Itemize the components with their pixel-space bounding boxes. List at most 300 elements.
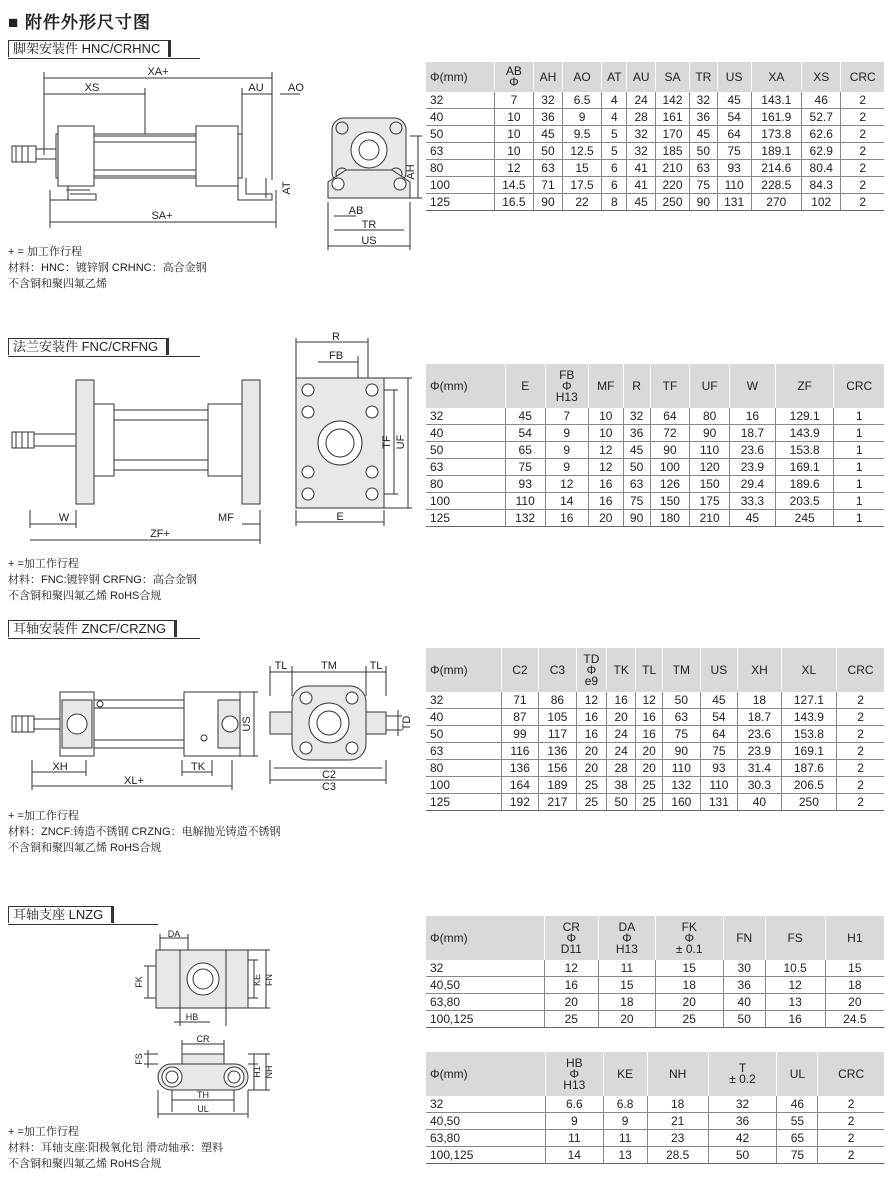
column-header: KE bbox=[603, 1052, 647, 1096]
table-cell: 12 bbox=[545, 476, 588, 493]
table-cell: 45 bbox=[505, 408, 545, 425]
column-header: CRC bbox=[818, 1052, 884, 1096]
table-cell: 6 bbox=[602, 160, 627, 177]
column-header: XL bbox=[781, 648, 836, 692]
column-header: XH bbox=[738, 648, 782, 692]
table-cell: 65 bbox=[777, 1130, 818, 1147]
table-row bbox=[426, 92, 884, 109]
table-cell: 32 bbox=[426, 960, 544, 977]
column-header: FN bbox=[723, 916, 765, 960]
column-header: TD Φ e9 bbox=[576, 648, 606, 692]
table-cell: 32 bbox=[426, 692, 501, 709]
table-cell: 30.3 bbox=[738, 777, 782, 794]
table-cell: 143.9 bbox=[775, 425, 834, 442]
table-cell: 33.3 bbox=[729, 493, 775, 510]
column-header: UL bbox=[777, 1052, 818, 1096]
table-cell: 100,125 bbox=[426, 1147, 546, 1164]
table-cell: 23.6 bbox=[729, 442, 775, 459]
table-cell: 63,80 bbox=[426, 1130, 546, 1147]
table-cell: 8 bbox=[602, 194, 627, 211]
table-cell: 32 bbox=[627, 143, 656, 160]
table-cell: 20 bbox=[636, 760, 663, 777]
table-cell: 12 bbox=[544, 960, 599, 977]
column-header: AT bbox=[602, 62, 627, 92]
svg-text:TH: TH bbox=[197, 1090, 209, 1100]
column-header: TR bbox=[690, 62, 718, 92]
table-cell: 45 bbox=[627, 194, 656, 211]
table-cell: 36 bbox=[623, 425, 650, 442]
table-cell: 75 bbox=[663, 726, 701, 743]
svg-text:TD: TD bbox=[401, 715, 413, 731]
table-cell: 189 bbox=[539, 777, 577, 794]
table-cell: 18.7 bbox=[738, 709, 782, 726]
table-cell: 131 bbox=[717, 194, 751, 211]
table-cell: 54 bbox=[505, 425, 545, 442]
table-cell: 12 bbox=[588, 442, 623, 459]
table-cell: 156 bbox=[539, 760, 577, 777]
table-cell: 10 bbox=[494, 126, 533, 143]
table-row bbox=[426, 960, 884, 977]
table-cell: 217 bbox=[539, 794, 577, 811]
column-header: SA bbox=[655, 62, 689, 92]
table-cell: 25 bbox=[576, 777, 606, 794]
table-cell: 12 bbox=[494, 160, 533, 177]
table-cell: 36 bbox=[708, 1113, 777, 1130]
table-cell: 18 bbox=[647, 1096, 708, 1113]
table-cell: 25 bbox=[636, 794, 663, 811]
table-cell: 170 bbox=[655, 126, 689, 143]
table-cell: 40 bbox=[426, 709, 501, 726]
table-cell: 189.6 bbox=[775, 476, 834, 493]
table-cell: 9 bbox=[545, 459, 588, 476]
table-cell: 110 bbox=[505, 493, 545, 510]
table-cell: 16 bbox=[588, 493, 623, 510]
table-cell: 2 bbox=[837, 760, 884, 777]
svg-text:TF: TF bbox=[381, 435, 393, 449]
table-row bbox=[426, 442, 884, 459]
table-cell: 75 bbox=[717, 143, 751, 160]
table-cell: 100 bbox=[426, 777, 501, 794]
table-cell: 24.5 bbox=[825, 1011, 884, 1028]
section-header-zncf: 耳轴安装件 ZNCF/CRZNG bbox=[8, 620, 200, 639]
table-cell: 117 bbox=[539, 726, 577, 743]
table-cell: 24 bbox=[627, 92, 656, 109]
column-header: CR Φ D11 bbox=[544, 916, 599, 960]
column-header: AB Φ bbox=[494, 62, 533, 92]
table-cell: 15 bbox=[655, 960, 723, 977]
table-cell: 90 bbox=[690, 194, 718, 211]
table-cell: 23.6 bbox=[738, 726, 782, 743]
column-header: DA Φ H13 bbox=[599, 916, 656, 960]
table-cell: 32 bbox=[708, 1096, 777, 1113]
zncf-front-view bbox=[266, 656, 416, 796]
table-cell: 20 bbox=[825, 994, 884, 1011]
table-cell: 4 bbox=[602, 109, 627, 126]
table-cell: 102 bbox=[801, 194, 840, 211]
table-cell: 50 bbox=[426, 442, 505, 459]
table-cell: 93 bbox=[717, 160, 751, 177]
table-cell: 153.8 bbox=[781, 726, 836, 743]
svg-text:FB: FB bbox=[328, 350, 344, 362]
table-cell: 32 bbox=[426, 408, 505, 425]
table-cell: 23 bbox=[647, 1130, 708, 1147]
table-cell: 11 bbox=[603, 1130, 647, 1147]
table-cell: 29.4 bbox=[729, 476, 775, 493]
svg-text:TR: TR bbox=[361, 219, 377, 231]
table-cell: 5 bbox=[602, 143, 627, 160]
table-cell: 55 bbox=[777, 1113, 818, 1130]
table-cell: 189.1 bbox=[751, 143, 801, 160]
table-row bbox=[426, 1147, 884, 1164]
table-row bbox=[426, 760, 884, 777]
table-cell: 10.5 bbox=[765, 960, 825, 977]
table-cell: 2 bbox=[841, 177, 884, 194]
table-cell: 9 bbox=[545, 442, 588, 459]
table-cell: 214.6 bbox=[751, 160, 801, 177]
svg-text:US: US bbox=[241, 716, 253, 732]
table-cell: 50 bbox=[426, 726, 501, 743]
table-cell: 132 bbox=[663, 777, 701, 794]
svg-text:CR: CR bbox=[196, 1034, 210, 1044]
table-row bbox=[426, 408, 884, 425]
column-header: AH bbox=[534, 62, 563, 92]
column-header: Φ(mm) bbox=[426, 62, 494, 92]
table-cell: 18 bbox=[738, 692, 782, 709]
table-cell: 131 bbox=[700, 794, 738, 811]
table-cell: 52.7 bbox=[801, 109, 840, 126]
column-header: T ± 0.2 bbox=[708, 1052, 777, 1096]
table-cell: 9 bbox=[546, 1113, 603, 1130]
svg-text:AB: AB bbox=[348, 205, 364, 217]
table-cell: 80.4 bbox=[801, 160, 840, 177]
table-cell: 24 bbox=[607, 743, 636, 760]
table-cell: 10 bbox=[494, 109, 533, 126]
table-cell: 192 bbox=[501, 794, 539, 811]
table-cell: 90 bbox=[663, 743, 701, 760]
table-cell: 63 bbox=[690, 160, 718, 177]
table-cell: 20 bbox=[588, 510, 623, 527]
column-header: CRC bbox=[834, 364, 884, 408]
table-cell: 20 bbox=[655, 994, 723, 1011]
table-cell: 32 bbox=[426, 1096, 546, 1113]
table-row bbox=[426, 709, 884, 726]
table-cell: 105 bbox=[539, 709, 577, 726]
table-cell: 45 bbox=[729, 510, 775, 527]
column-header: CRC bbox=[841, 62, 884, 92]
table-cell: 206.5 bbox=[781, 777, 836, 794]
table-cell: 25 bbox=[655, 1011, 723, 1028]
table-cell: 45 bbox=[690, 126, 718, 143]
table-row bbox=[426, 493, 884, 510]
table-cell: 36 bbox=[723, 977, 765, 994]
table-cell: 16 bbox=[636, 726, 663, 743]
fnc-notes: + =加工作行程 材料：FNC:镀锌钢 CRFNG：高合金钢 不含铜和聚四氟乙烯 RoHS合规 bbox=[8, 558, 197, 602]
table-cell: 84.3 bbox=[801, 177, 840, 194]
table-cell: 228.5 bbox=[751, 177, 801, 194]
table-cell: 12 bbox=[576, 692, 606, 709]
table-row bbox=[426, 476, 884, 493]
table-cell: 14.5 bbox=[494, 177, 533, 194]
column-header: CRC bbox=[837, 648, 884, 692]
table-cell: 24 bbox=[607, 726, 636, 743]
column-header: Φ(mm) bbox=[426, 1052, 546, 1096]
table-cell: 50 bbox=[607, 794, 636, 811]
table-cell: 12 bbox=[765, 977, 825, 994]
svg-text:R: R bbox=[332, 331, 340, 343]
table-cell: 54 bbox=[700, 709, 738, 726]
svg-text:H1: H1 bbox=[252, 1066, 262, 1078]
table-cell: 11 bbox=[546, 1130, 603, 1147]
table-cell: 125 bbox=[426, 510, 505, 527]
svg-text:FN: FN bbox=[264, 974, 274, 986]
table-cell: 31.4 bbox=[738, 760, 782, 777]
table-cell: 40 bbox=[723, 994, 765, 1011]
column-header: W bbox=[729, 364, 775, 408]
column-header: Φ(mm) bbox=[426, 364, 505, 408]
table-cell: 12.5 bbox=[562, 143, 601, 160]
table-cell: 169.1 bbox=[775, 459, 834, 476]
table-cell: 10 bbox=[588, 408, 623, 425]
table-cell: 12 bbox=[588, 459, 623, 476]
table-cell: 2 bbox=[837, 777, 884, 794]
svg-text:TK: TK bbox=[190, 761, 206, 773]
table-cell: 110 bbox=[717, 177, 751, 194]
table-cell: 63 bbox=[426, 743, 501, 760]
table-row bbox=[426, 160, 884, 177]
table-cell: 50 bbox=[426, 126, 494, 143]
table-cell: 20 bbox=[599, 1011, 656, 1028]
table-cell: 2 bbox=[841, 143, 884, 160]
table-cell: 110 bbox=[690, 442, 730, 459]
column-header: FB Φ H13 bbox=[545, 364, 588, 408]
svg-text:C3: C3 bbox=[321, 781, 337, 793]
table-cell: 15 bbox=[825, 960, 884, 977]
table-row bbox=[426, 794, 884, 811]
table-cell: 153.8 bbox=[775, 442, 834, 459]
table-cell: 2 bbox=[818, 1130, 884, 1147]
svg-text:SA+: SA+ bbox=[151, 210, 173, 222]
table-cell: 2 bbox=[818, 1113, 884, 1130]
column-header: TK bbox=[607, 648, 636, 692]
table-cell: 23.9 bbox=[738, 743, 782, 760]
table-cell: 32 bbox=[627, 126, 656, 143]
table-cell: 72 bbox=[650, 425, 690, 442]
hnc-side-view bbox=[0, 60, 320, 250]
table-cell: 17.5 bbox=[562, 177, 601, 194]
table-cell: 143.1 bbox=[751, 92, 801, 109]
table-cell: 13 bbox=[603, 1147, 647, 1164]
table-cell: 50 bbox=[623, 459, 650, 476]
table-cell: 5 bbox=[602, 126, 627, 143]
table-cell: 9 bbox=[545, 425, 588, 442]
svg-text:ZF+: ZF+ bbox=[150, 528, 170, 540]
table-cell: 100 bbox=[426, 493, 505, 510]
table-cell: 6 bbox=[602, 177, 627, 194]
table-row bbox=[426, 726, 884, 743]
table-cell: 164 bbox=[501, 777, 539, 794]
column-header: XS bbox=[801, 62, 840, 92]
table-cell: 4 bbox=[602, 92, 627, 109]
table-cell: 16 bbox=[588, 476, 623, 493]
table-cell: 14 bbox=[545, 493, 588, 510]
table-cell: 150 bbox=[690, 476, 730, 493]
svg-text:AU: AU bbox=[248, 82, 264, 94]
svg-text:TL: TL bbox=[369, 660, 383, 672]
table-cell: 80 bbox=[426, 760, 501, 777]
svg-text:UL: UL bbox=[197, 1104, 209, 1114]
table-cell: 45 bbox=[717, 92, 751, 109]
table-cell: 250 bbox=[781, 794, 836, 811]
table-cell: 63 bbox=[534, 160, 563, 177]
svg-text:XA+: XA+ bbox=[147, 66, 169, 78]
table-cell: 64 bbox=[717, 126, 751, 143]
table-row bbox=[426, 743, 884, 760]
column-header: TF bbox=[650, 364, 690, 408]
table-cell: 9 bbox=[603, 1113, 647, 1130]
column-header: FS bbox=[765, 916, 825, 960]
svg-text:KE: KE bbox=[252, 973, 262, 987]
table-cell: 75 bbox=[690, 177, 718, 194]
table-cell: 1 bbox=[834, 510, 884, 527]
table-cell: 20 bbox=[544, 994, 599, 1011]
table-cell: 175 bbox=[690, 493, 730, 510]
table-cell: 14 bbox=[546, 1147, 603, 1164]
table-cell: 15 bbox=[562, 160, 601, 177]
column-header: C3 bbox=[539, 648, 577, 692]
table-cell: 32 bbox=[534, 92, 563, 109]
table-cell: 16 bbox=[544, 977, 599, 994]
table-cell: 18 bbox=[655, 977, 723, 994]
zncf-side-view bbox=[0, 660, 268, 800]
table-cell: 150 bbox=[650, 493, 690, 510]
table-cell: 2 bbox=[841, 126, 884, 143]
column-header: UF bbox=[690, 364, 730, 408]
table-cell: 2 bbox=[837, 692, 884, 709]
table-cell: 32 bbox=[426, 92, 494, 109]
table-cell: 45 bbox=[534, 126, 563, 143]
table-cell: 23.9 bbox=[729, 459, 775, 476]
table-cell: 62.6 bbox=[801, 126, 840, 143]
lnzg-notes: + =加工作行程 材料：耳轴支座:阳极氧化铝 滑动轴承：塑料 不含铜和聚四氟乙烯 RoHS合规 bbox=[8, 1126, 224, 1170]
table-cell: 50 bbox=[708, 1147, 777, 1164]
table-cell: 46 bbox=[777, 1096, 818, 1113]
table-cell: 127.1 bbox=[781, 692, 836, 709]
table-row bbox=[426, 109, 884, 126]
table-cell: 87 bbox=[501, 709, 539, 726]
svg-text:E: E bbox=[336, 511, 344, 523]
table-cell: 64 bbox=[650, 408, 690, 425]
table-cell: 10 bbox=[494, 143, 533, 160]
svg-text:MF: MF bbox=[218, 512, 234, 524]
table-cell: 12 bbox=[636, 692, 663, 709]
table-cell: 2 bbox=[837, 726, 884, 743]
table-cell: 16 bbox=[607, 692, 636, 709]
table-cell: 25 bbox=[636, 777, 663, 794]
column-header: FK Φ ± 0.1 bbox=[655, 916, 723, 960]
hnc-front-view bbox=[316, 110, 426, 260]
table-cell: 75 bbox=[777, 1147, 818, 1164]
table-cell: 50 bbox=[534, 143, 563, 160]
table-cell: 10 bbox=[588, 425, 623, 442]
svg-text:AO: AO bbox=[288, 82, 304, 94]
table-cell: 40,50 bbox=[426, 977, 544, 994]
column-header: AO bbox=[562, 62, 601, 92]
fnc-front-view bbox=[288, 328, 420, 538]
table-cell: 80 bbox=[426, 476, 505, 493]
table-cell: 1 bbox=[834, 476, 884, 493]
table-cell: 75 bbox=[700, 743, 738, 760]
table-cell: 143.9 bbox=[781, 709, 836, 726]
table-row bbox=[426, 510, 884, 527]
table-cell: 90 bbox=[534, 194, 563, 211]
table-cell: 2 bbox=[818, 1096, 884, 1113]
table-cell: 36 bbox=[534, 109, 563, 126]
svg-text:NH: NH bbox=[264, 1065, 274, 1079]
table-cell: 125 bbox=[426, 194, 494, 211]
table-cell: 210 bbox=[690, 510, 730, 527]
table-cell: 203.5 bbox=[775, 493, 834, 510]
table-cell: 65 bbox=[505, 442, 545, 459]
table-cell: 21 bbox=[647, 1113, 708, 1130]
table-cell: 142 bbox=[655, 92, 689, 109]
lnzg-drawing bbox=[130, 926, 280, 1122]
table-cell: 136 bbox=[501, 760, 539, 777]
table-cell: 93 bbox=[700, 760, 738, 777]
table-cell: 169.1 bbox=[781, 743, 836, 760]
table-cell: 9.5 bbox=[562, 126, 601, 143]
table-cell: 90 bbox=[650, 442, 690, 459]
table-cell: 110 bbox=[663, 760, 701, 777]
table-cell: 99 bbox=[501, 726, 539, 743]
table-cell: 40,50 bbox=[426, 1113, 546, 1130]
table-cell: 45 bbox=[700, 692, 738, 709]
table-cell: 28.5 bbox=[647, 1147, 708, 1164]
table-cell: 2 bbox=[841, 109, 884, 126]
hnc-spec-table bbox=[426, 62, 884, 211]
zncf-spec-table bbox=[426, 648, 884, 811]
svg-text:DA: DA bbox=[167, 929, 181, 939]
table-cell: 32 bbox=[623, 408, 650, 425]
table-cell: 7 bbox=[494, 92, 533, 109]
table-cell: 6.5 bbox=[562, 92, 601, 109]
table-row bbox=[426, 777, 884, 794]
table-cell: 9 bbox=[562, 109, 601, 126]
section-header-hnc: 脚架安装件 HNC/CRHNC bbox=[8, 40, 200, 59]
column-header: R bbox=[623, 364, 650, 408]
table-cell: 1 bbox=[834, 425, 884, 442]
column-header: E bbox=[505, 364, 545, 408]
table-cell: 63 bbox=[426, 459, 505, 476]
column-header: NH bbox=[647, 1052, 708, 1096]
svg-text:W: W bbox=[58, 512, 70, 524]
table-cell: 2 bbox=[841, 92, 884, 109]
table-cell: 1 bbox=[834, 459, 884, 476]
table-cell: 132 bbox=[505, 510, 545, 527]
table-cell: 75 bbox=[623, 493, 650, 510]
table-cell: 2 bbox=[837, 743, 884, 760]
table-cell: 16.5 bbox=[494, 194, 533, 211]
table-cell: 2 bbox=[841, 194, 884, 211]
table-row bbox=[426, 1011, 884, 1028]
table-cell: 62.9 bbox=[801, 143, 840, 160]
table-row bbox=[426, 1130, 884, 1147]
svg-text:XS: XS bbox=[84, 82, 100, 94]
svg-text:AH: AH bbox=[405, 164, 417, 180]
table-cell: 54 bbox=[717, 109, 751, 126]
table-cell: 116 bbox=[501, 743, 539, 760]
table-cell: 25 bbox=[576, 794, 606, 811]
table-cell: 42 bbox=[708, 1130, 777, 1147]
